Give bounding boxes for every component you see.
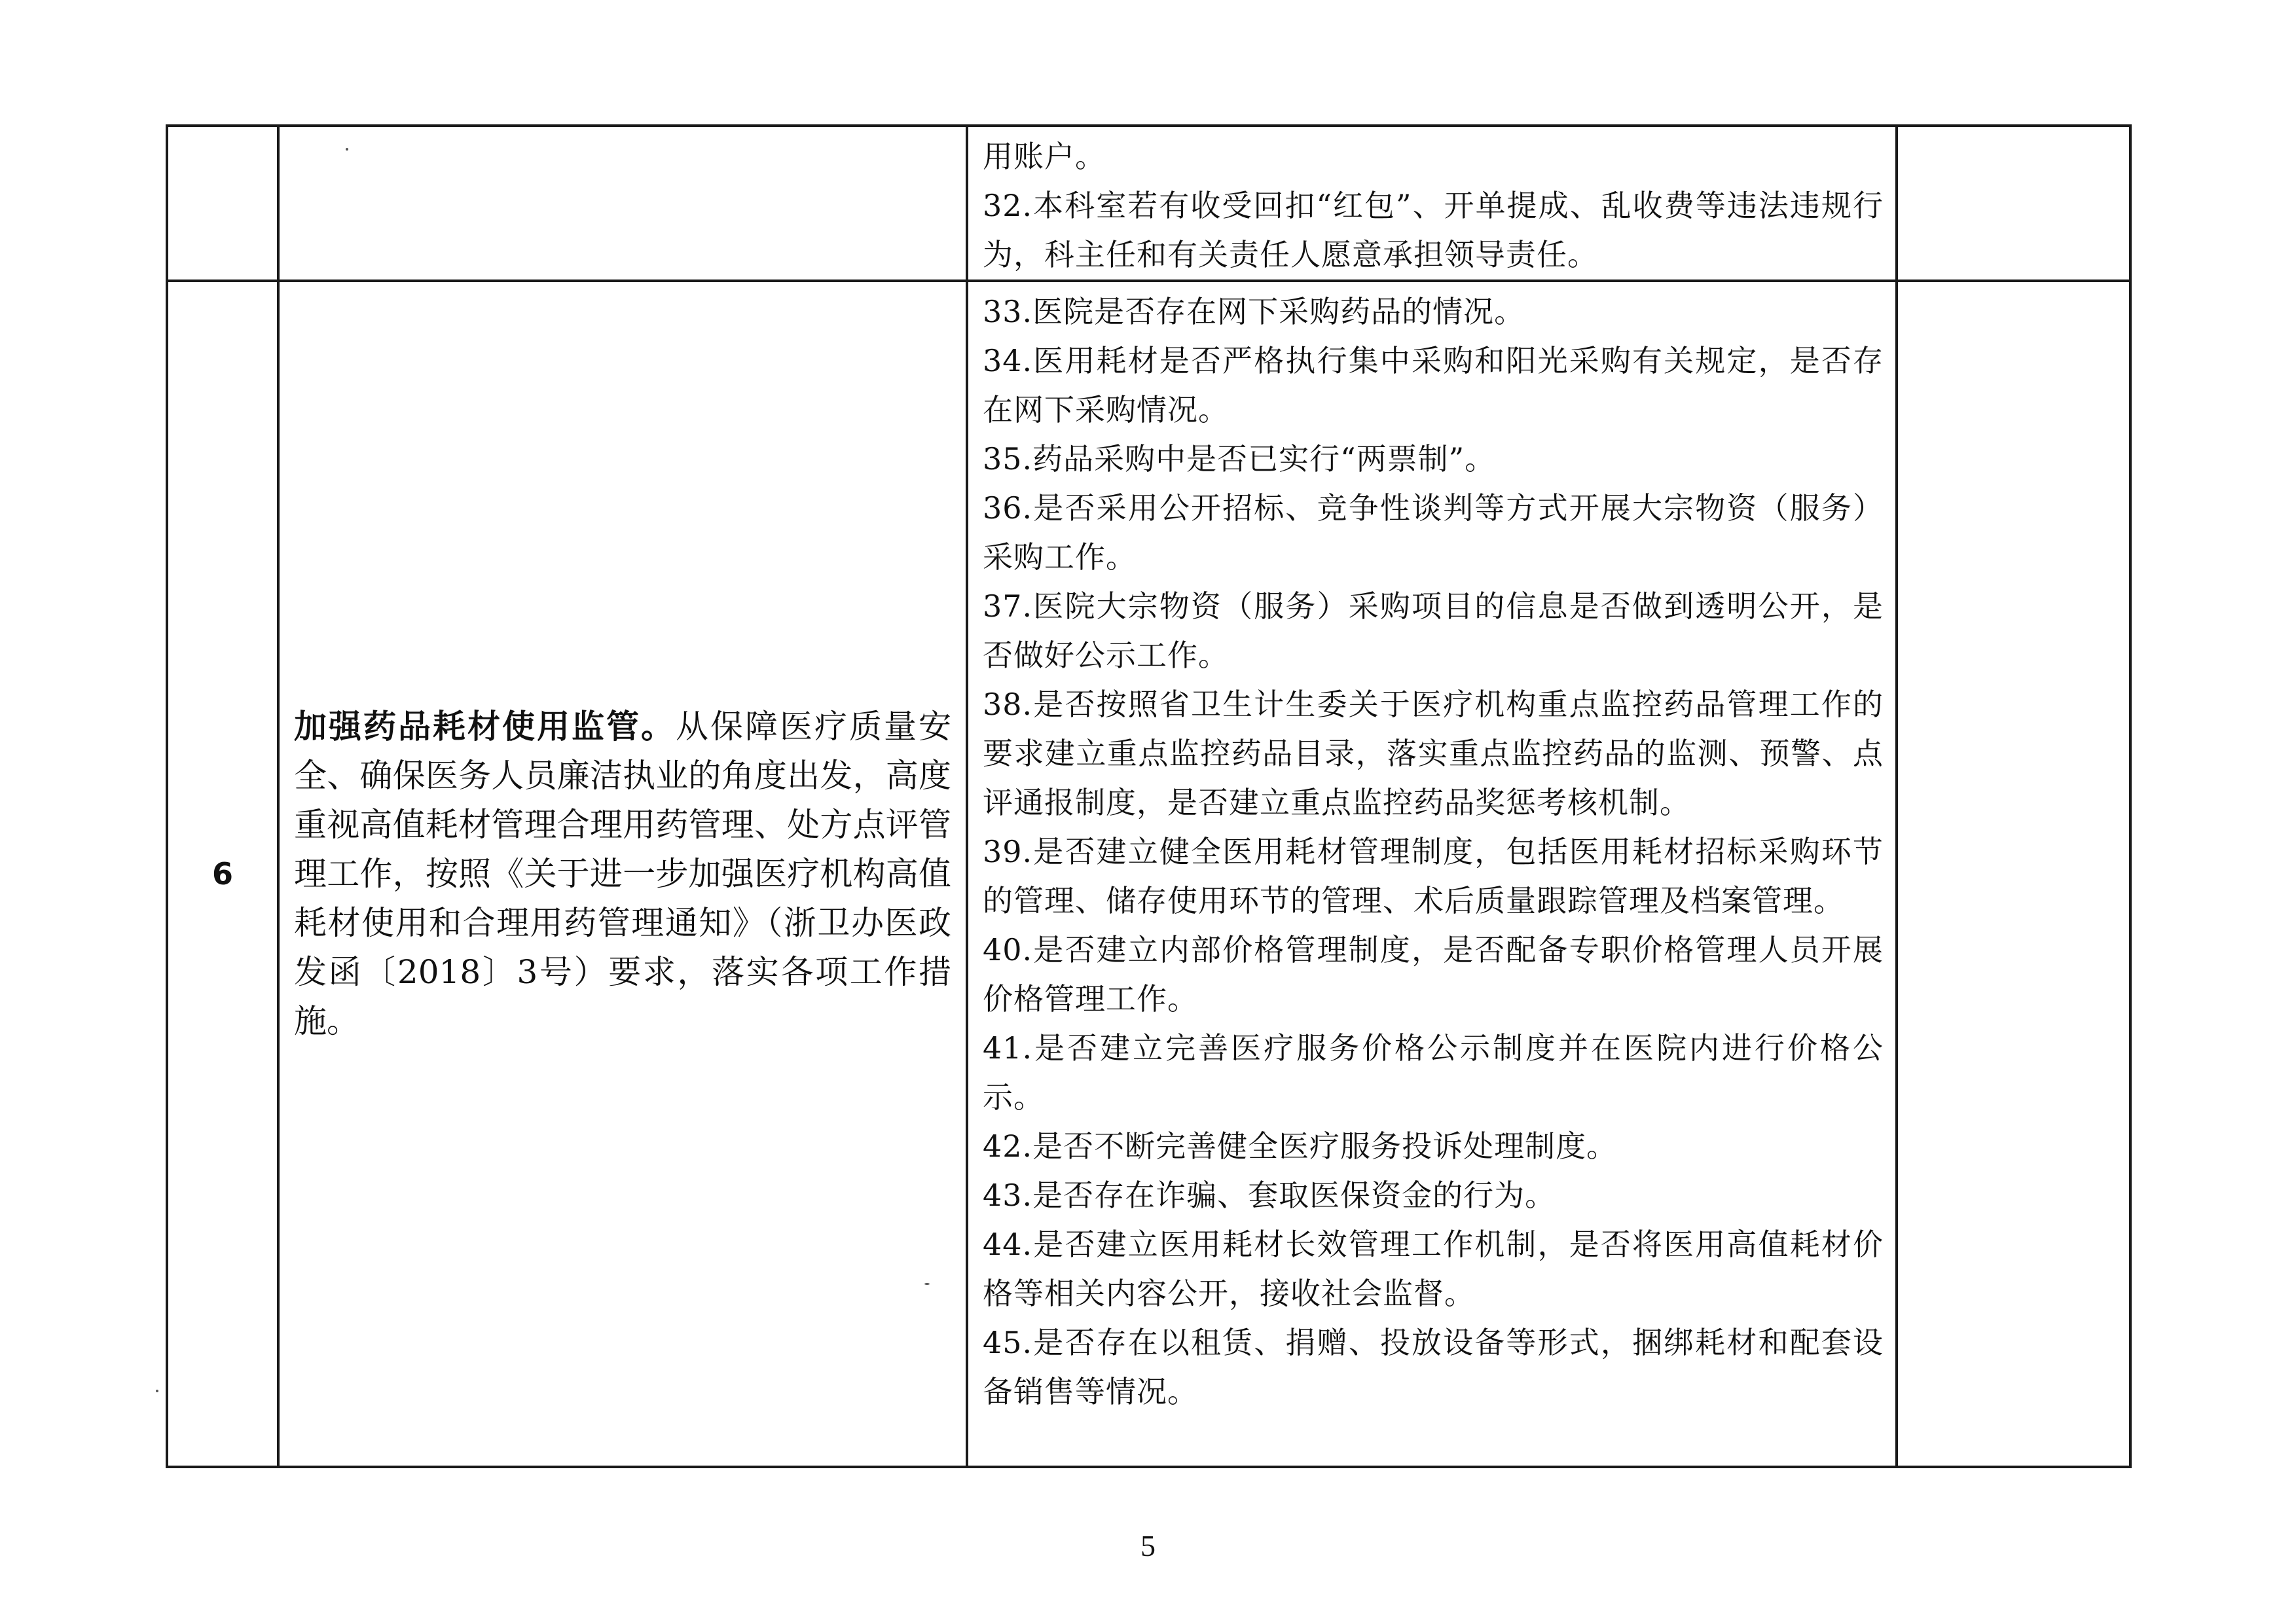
checklist-item: 33.医院是否存在网下采购药品的情况。 bbox=[983, 294, 1525, 329]
checklist-item: 37.医院大宗物资（服务）采购项目的信息是否做到透明公开，是否做好公示工作。 bbox=[983, 588, 1884, 673]
checklist-item: 40.是否建立内部价格管理制度，是否配备专职价格管理人员开展价格管理工作。 bbox=[983, 932, 1884, 1017]
checklist-item: 34.医用耗材是否严格执行集中采购和阳光采购有关规定，是否存在网下采购情况。 bbox=[983, 343, 1884, 427]
checklist-item: 44.是否建立医用耗材长效管理工作机制，是否将医用高值耗材价格等相关内容公开，接收社会监督。 bbox=[983, 1227, 1884, 1311]
scan-speck bbox=[156, 1390, 158, 1392]
checklist-item: 43.是否存在诈骗、套取医保资金的行为。 bbox=[983, 1178, 1556, 1213]
measure-body: 从保障医疗质量安全、确保医务人员廉洁执业的角度出发，高度重视高值耗材管理合理用药管理、处方点评管理工作，按照《关于进一步加强医疗机构高值耗材使用和合理用药管理通知》（浙卫办医政发函〔2018〕3号）要求，落实各项工作措施。 bbox=[294, 708, 951, 1040]
checklist-item: 38.是否按照省卫生计生委关于医疗机构重点监控药品管理工作的要求建立重点监控药品目录，落实重点监控药品的监测、预警、点评通报制度，是否建立重点监控药品奖惩考核机制。 bbox=[983, 687, 1884, 820]
checklist-item: 39.是否建立健全医用耗材管理制度，包括医用耗材招标采购环节的管理、储存使用环节的管理、术后质量跟踪管理及档案管理。 bbox=[983, 834, 1884, 918]
measure-cell bbox=[278, 281, 967, 1467]
checklist-cell bbox=[967, 281, 1897, 1467]
checklist-item: 32.本科室若有收受回扣“红包”、开单提成、乱收费等违法违规行为，科主任和有关责任人愿意承担领导责任。 bbox=[983, 188, 1884, 272]
row-number-cell bbox=[167, 281, 278, 1467]
inspection-table bbox=[166, 124, 2132, 1468]
checklist-item: 35.药品采购中是否已实行“两票制”。 bbox=[983, 441, 1496, 477]
measure-cell bbox=[278, 126, 967, 281]
checklist-item: 45.是否存在以租赁、捐赠、投放设备等形式，捆绑耗材和配套设备销售等情况。 bbox=[983, 1325, 1884, 1409]
table-row bbox=[167, 281, 2130, 1467]
scan-speck bbox=[346, 148, 348, 151]
remarks-cell bbox=[1897, 281, 2130, 1467]
measure-title: 加强药品耗材使用监管。 bbox=[294, 707, 676, 746]
row-number-cell bbox=[167, 126, 278, 281]
measure-text bbox=[280, 702, 966, 1046]
table-row bbox=[167, 126, 2130, 281]
checklist-item: 用账户。 bbox=[983, 139, 1106, 174]
row-number: 6 bbox=[211, 856, 233, 892]
checklist-cell bbox=[967, 126, 1897, 281]
checklist-item: 36.是否采用公开招标、竞争性谈判等方式开展大宗物资（服务）采购工作。 bbox=[983, 490, 1884, 575]
remarks-cell bbox=[1897, 126, 2130, 281]
checklist-item: 42.是否不断完善健全医疗服务投诉处理制度。 bbox=[983, 1128, 1618, 1164]
page-number: 5 bbox=[1140, 1529, 1156, 1562]
checklist-item: 41.是否建立完善医疗服务价格公示制度并在医院内进行价格公示。 bbox=[983, 1030, 1884, 1115]
scan-speck bbox=[924, 1283, 930, 1285]
